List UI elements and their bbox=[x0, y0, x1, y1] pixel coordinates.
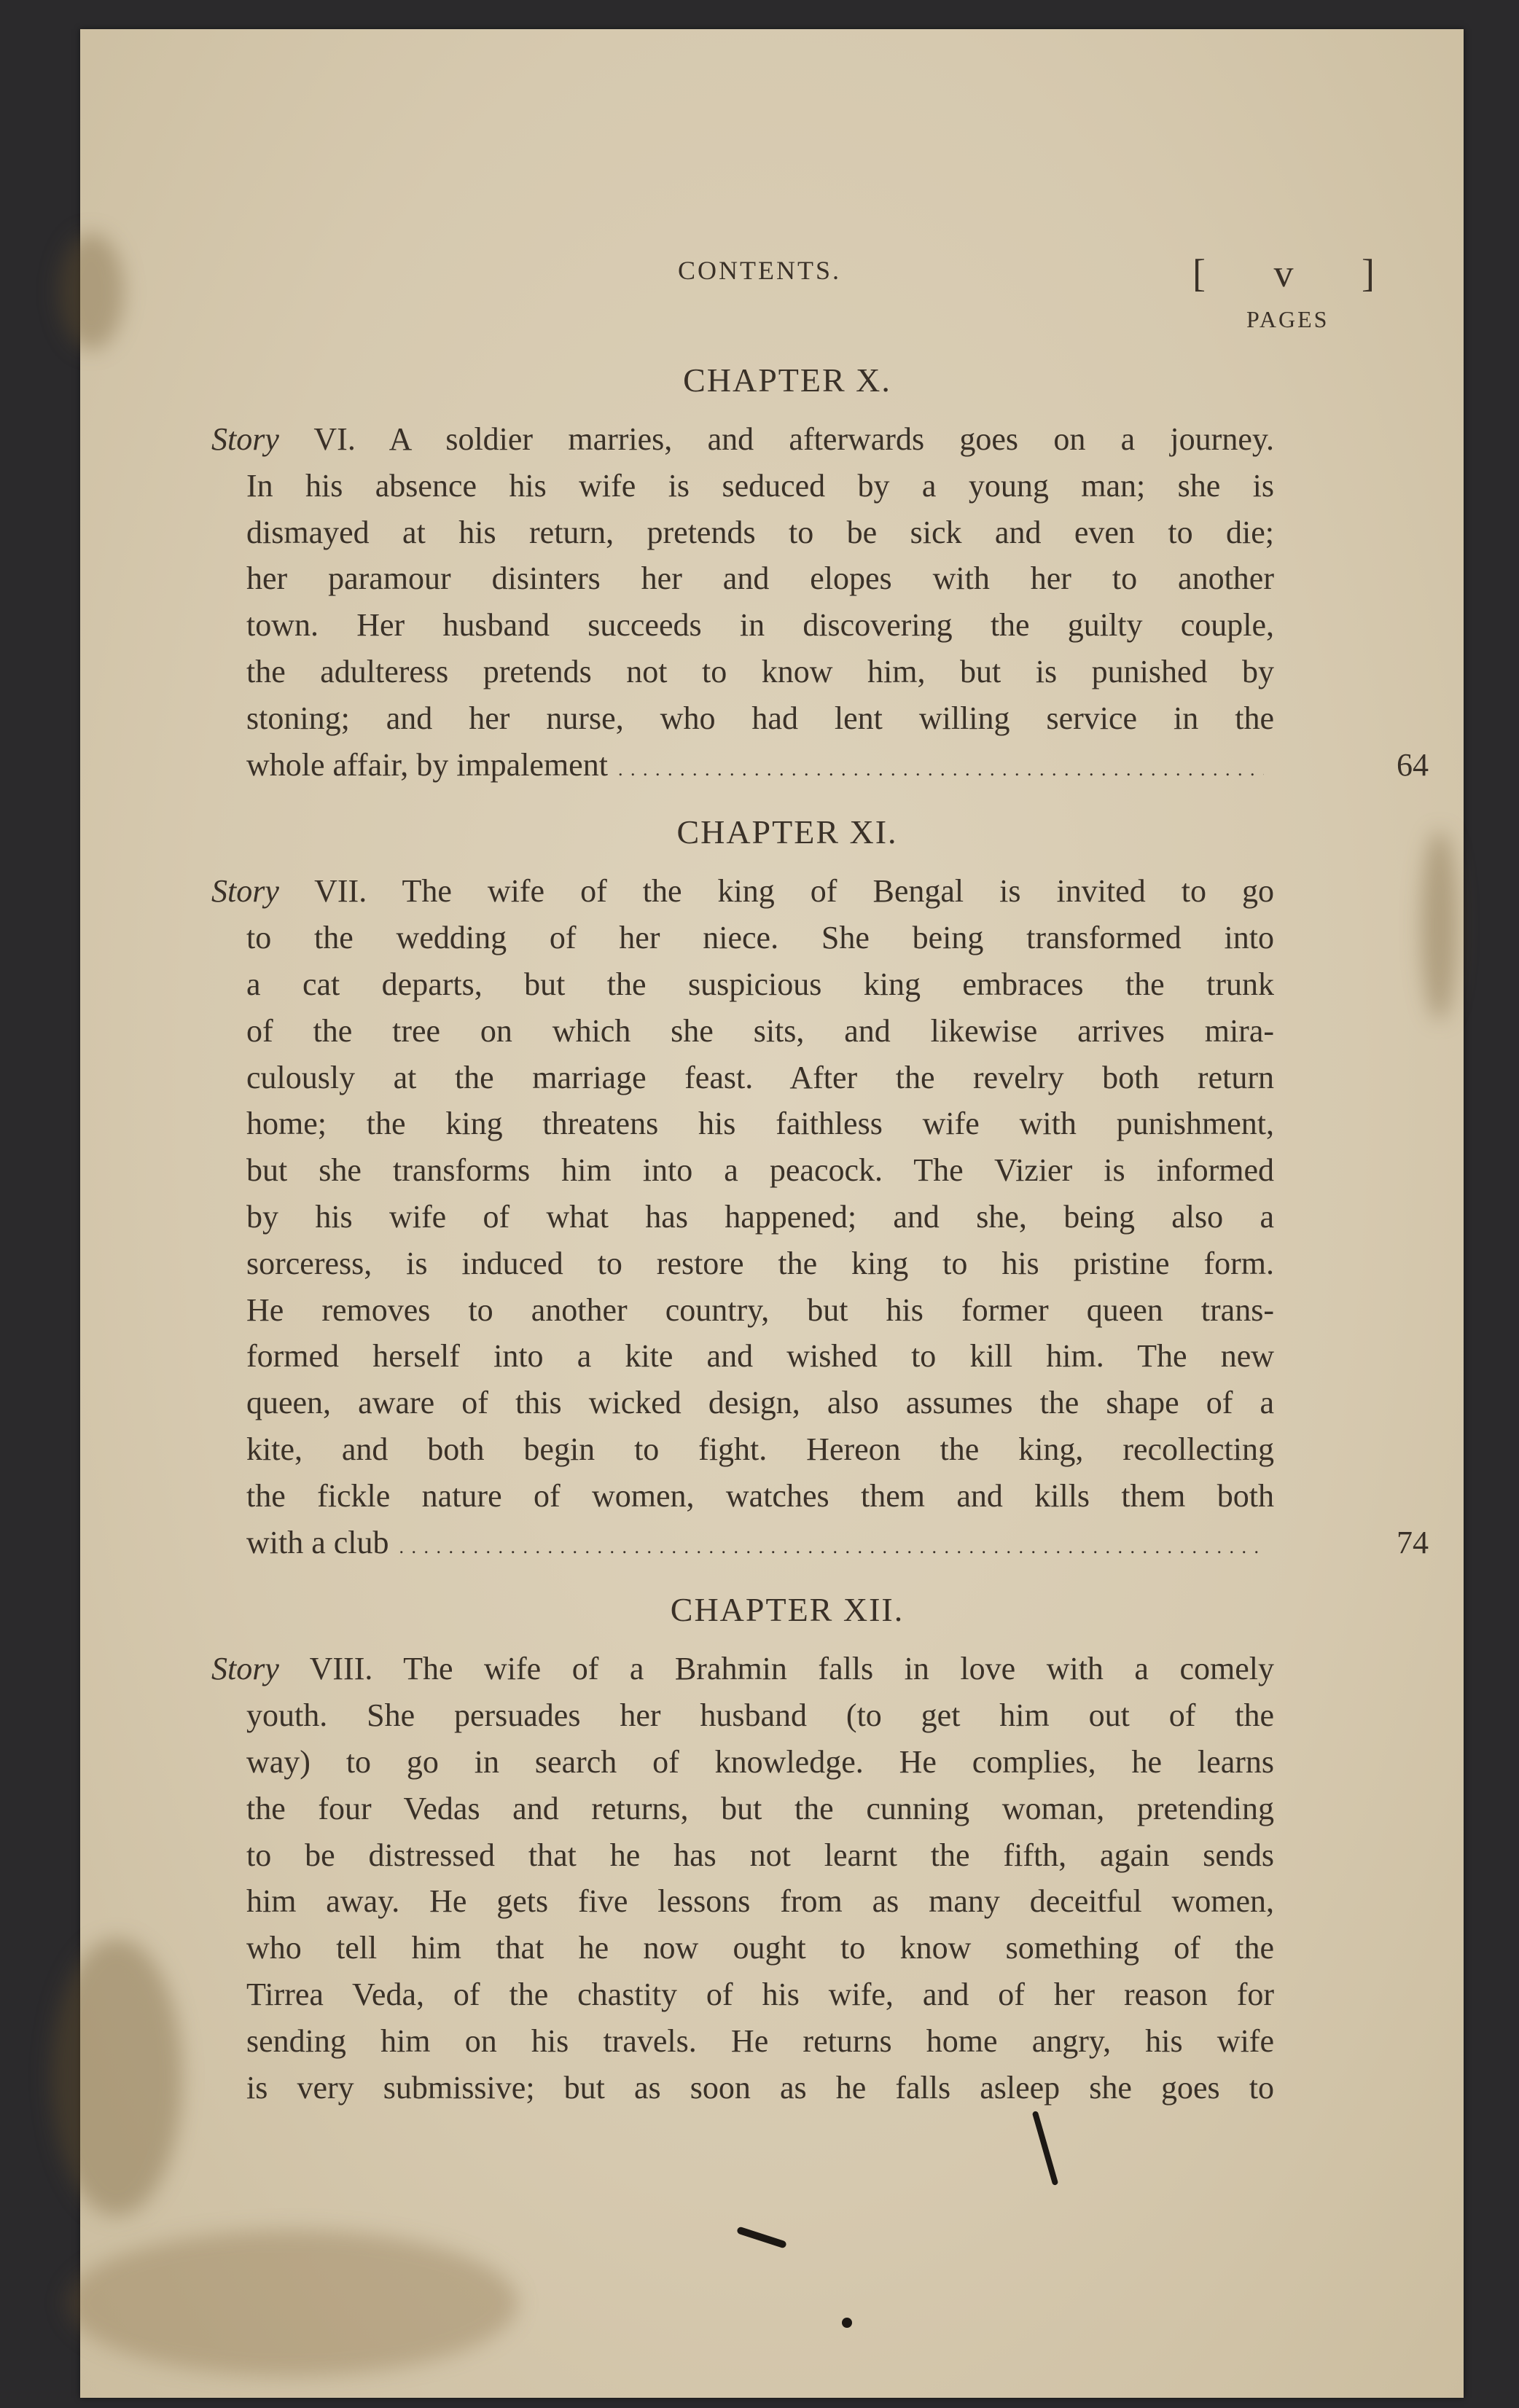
summary-line bbox=[246, 1878, 1274, 1925]
summary-text: VI. A soldier marries, and afterwards goes on a journey. bbox=[313, 421, 1274, 457]
summary-text: sorceress, is induced to restore the king to his pristine form. bbox=[246, 1245, 1274, 1281]
summary-text: formed herself into a kite and wished to kill him. The new bbox=[246, 1338, 1274, 1375]
book-page bbox=[80, 29, 1464, 2398]
summary-text: He removes to another country, but his former queen trans- bbox=[246, 1291, 1274, 1328]
summary-text: kite, and both begin to fight. Hereon the king, recollecting bbox=[246, 1431, 1274, 1467]
summary-line bbox=[246, 1786, 1274, 1832]
summary-line bbox=[246, 463, 1274, 509]
summary-text: queen, aware of this wicked design, also assumes the shape of a bbox=[246, 1385, 1274, 1421]
summary-text: of the tree on which she sits, and likewise arrives mira- bbox=[246, 1012, 1274, 1049]
summary-line bbox=[246, 1832, 1274, 1879]
summary-text: stoning; and her nurse, who had lent willing service in the bbox=[246, 700, 1274, 736]
story-summary bbox=[211, 416, 1429, 792]
summary-line bbox=[246, 1333, 1274, 1380]
summary-text: but she transforms him into a peacock. The Vizier is informed bbox=[246, 1152, 1274, 1189]
summary-line bbox=[211, 868, 1274, 915]
story-summary bbox=[211, 1646, 1429, 2111]
summary-line bbox=[246, 1739, 1274, 1786]
summary-text: town. Her husband succeeds in discovering the guilty couple, bbox=[246, 607, 1274, 644]
story-summary bbox=[211, 868, 1429, 1570]
summary-line bbox=[246, 1101, 1274, 1147]
page-number: 64 bbox=[1397, 746, 1429, 783]
summary-text: a cat departs, but the suspicious king embraces the trunk bbox=[246, 966, 1274, 1002]
summary-text: is very submissive; but as soon as he falls asleep she goes to bbox=[246, 2069, 1274, 2106]
summary-text: way) to go in search of knowledge. He complies, he learns bbox=[246, 1743, 1274, 1780]
summary-text: youth. She persuades her husband (to get him out of the bbox=[246, 1697, 1274, 1734]
summary-line bbox=[246, 915, 1274, 961]
summary-line bbox=[246, 509, 1274, 556]
summary-text: to the wedding of her niece. She being transformed into bbox=[246, 920, 1274, 956]
summary-line bbox=[246, 1008, 1274, 1055]
summary-text: VIII. The wife of a Brahmin falls in love with a comely bbox=[309, 1651, 1274, 1687]
summary-text: sending him on his travels. He returns home angry, his wife bbox=[246, 2022, 1274, 2059]
summary-line bbox=[246, 1473, 1274, 1520]
summary-text: the four Vedas and returns, but the cunning woman, pretending bbox=[246, 1790, 1274, 1826]
summary-text: with a club bbox=[246, 1524, 389, 1560]
summary-line bbox=[246, 555, 1274, 602]
summary-text: VII. The wife of the king of Bengal is invited to go bbox=[314, 873, 1274, 910]
summary-text: dismayed at his return, pretends to be sick and even to die; bbox=[246, 514, 1274, 550]
summary-line bbox=[246, 1380, 1274, 1426]
summary-line bbox=[246, 1287, 1274, 1334]
running-head: CONTENTS. bbox=[678, 256, 841, 285]
summary-line bbox=[246, 1426, 1274, 1473]
story-label: Story bbox=[211, 421, 279, 457]
summary-line bbox=[246, 2065, 1274, 2111]
summary-line bbox=[246, 1520, 1274, 1571]
summary-line bbox=[246, 1194, 1274, 1240]
page-number: 74 bbox=[1397, 1524, 1429, 1560]
chapter-heading: CHAPTER XI. bbox=[676, 813, 898, 851]
summary-line bbox=[246, 2018, 1274, 2065]
summary-text: the fickle nature of women, watches them and kills them both bbox=[246, 1477, 1274, 1514]
story-label: Story bbox=[211, 873, 279, 910]
summary-text: by his wife of what has happened; and she, being also a bbox=[246, 1198, 1274, 1235]
pages-column-label: PAGES bbox=[1246, 306, 1329, 332]
ink-mark bbox=[736, 2226, 787, 2248]
summary-text: home; the king threatens his faithless wife with punishment, bbox=[246, 1106, 1274, 1142]
summary-text: culously at the marriage feast. After the revelry both return bbox=[246, 1059, 1274, 1095]
summary-text: to be distressed that he has not learnt the fifth, again sends bbox=[246, 1837, 1274, 1873]
summary-text: who tell him that he now ought to know something of the bbox=[246, 1930, 1274, 1966]
summary-line bbox=[246, 1925, 1274, 1971]
summary-line bbox=[246, 695, 1274, 742]
page-folio: [ v ] bbox=[1192, 251, 1404, 295]
summary-line bbox=[246, 742, 1274, 793]
summary-line bbox=[246, 961, 1274, 1008]
summary-line bbox=[246, 1240, 1274, 1287]
dot-leader bbox=[399, 1520, 1264, 1571]
summary-text: the adulteress pretends not to know him, but is punished by bbox=[246, 653, 1274, 689]
table-of-contents bbox=[211, 361, 1429, 2131]
summary-line bbox=[246, 602, 1274, 649]
dot-leader bbox=[618, 742, 1264, 793]
ink-dot bbox=[842, 2318, 852, 2328]
page-header bbox=[80, 251, 1464, 332]
summary-line bbox=[211, 1646, 1274, 1692]
summary-line bbox=[246, 1147, 1274, 1194]
summary-text: whole affair, by impalement bbox=[246, 746, 608, 783]
story-label: Story bbox=[211, 1651, 279, 1687]
summary-line bbox=[211, 416, 1274, 463]
summary-text: him away. He gets five lessons from as many deceitful women, bbox=[246, 1883, 1274, 1920]
summary-line bbox=[246, 649, 1274, 695]
summary-line bbox=[246, 1692, 1274, 1739]
chapter-heading: CHAPTER X. bbox=[683, 361, 891, 399]
summary-text: Tirrea Veda, of the chastity of his wife, and of her reason for bbox=[246, 1976, 1274, 2012]
summary-text: In his absence his wife is seduced by a young man; she is bbox=[246, 467, 1274, 504]
summary-text: her paramour disinters her and elopes with her to another bbox=[246, 560, 1274, 597]
summary-line bbox=[246, 1971, 1274, 2018]
chapter-heading: CHAPTER XII. bbox=[670, 1591, 905, 1629]
summary-line bbox=[246, 1055, 1274, 1101]
